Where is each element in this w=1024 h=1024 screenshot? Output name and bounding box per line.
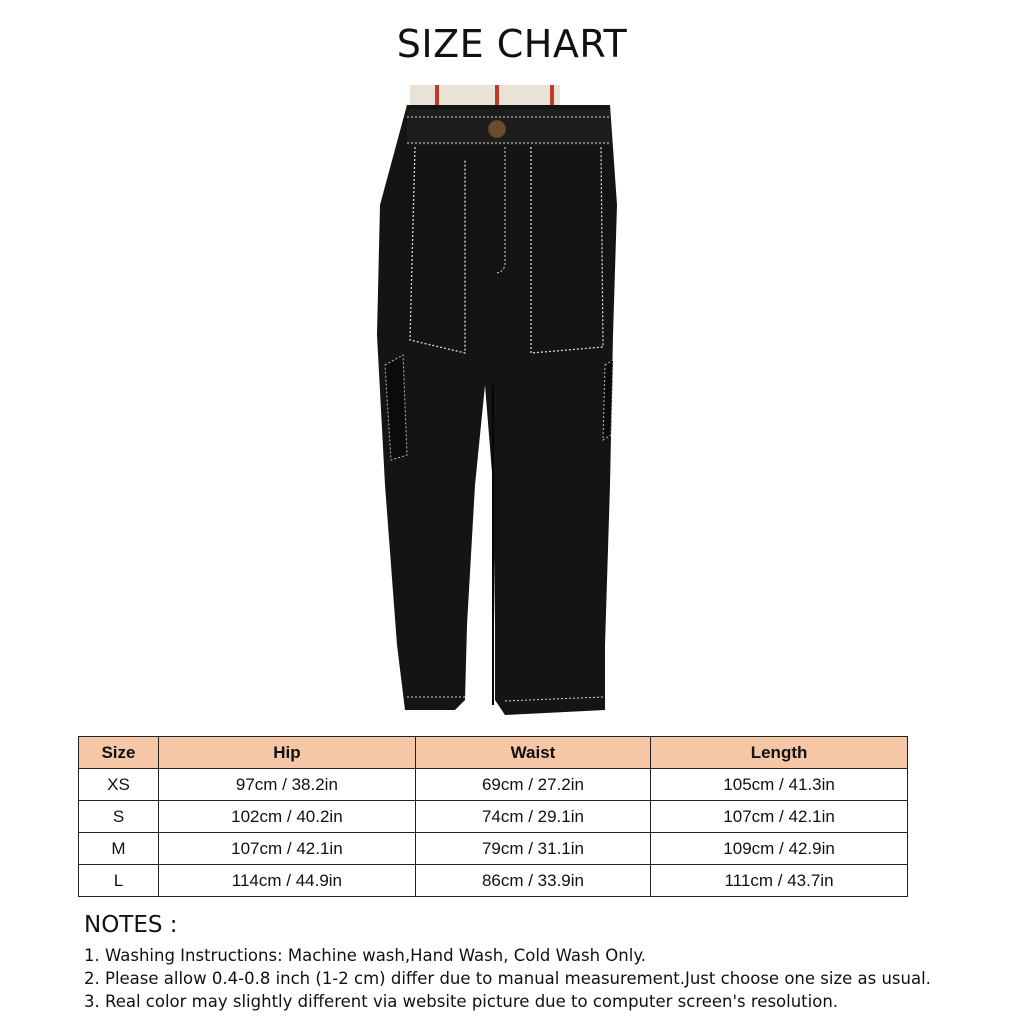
table-cell: 107cm / 42.1in [158, 833, 415, 865]
column-header-size: Size [79, 737, 159, 769]
table-header-row [79, 737, 908, 769]
notes-title: NOTES : [84, 912, 178, 938]
note-item: 1. Washing Instructions: Machine wash,Hand Wash, Cold Wash Only. [84, 946, 646, 965]
table-cell: 102cm / 40.2in [158, 801, 415, 833]
notes-section [84, 912, 1004, 1013]
table-cell: 79cm / 31.1in [415, 833, 650, 865]
table-row [79, 833, 908, 865]
note-item: 2. Please allow 0.4-0.8 inch (1-2 cm) differ due to manual measurement.Just choose one size as usual. [84, 969, 931, 988]
table-row [79, 769, 908, 801]
table-cell: 109cm / 42.9in [651, 833, 908, 865]
table-row [79, 865, 908, 897]
table-row [79, 801, 908, 833]
table-cell: 86cm / 33.9in [415, 865, 650, 897]
table-cell: 111cm / 43.7in [651, 865, 908, 897]
table-cell: 107cm / 42.1in [651, 801, 908, 833]
table-cell: 105cm / 41.3in [651, 769, 908, 801]
size-table [78, 736, 908, 897]
page-title: SIZE CHART [396, 22, 628, 66]
column-header-length: Length [651, 737, 908, 769]
column-header-waist: Waist [415, 737, 650, 769]
note-item: 3. Real color may slightly different via website picture due to computer screen's resolution. [84, 992, 839, 1011]
table-cell: L [79, 865, 159, 897]
table-cell: 97cm / 38.2in [158, 769, 415, 801]
table-cell: XS [79, 769, 159, 801]
table-cell: 114cm / 44.9in [158, 865, 415, 897]
product-image-pants [355, 85, 645, 725]
notes-list [84, 944, 1004, 1013]
table-cell: S [79, 801, 159, 833]
column-header-hip: Hip [158, 737, 415, 769]
table-cell: 69cm / 27.2in [415, 769, 650, 801]
table-cell: M [79, 833, 159, 865]
table-cell: 74cm / 29.1in [415, 801, 650, 833]
